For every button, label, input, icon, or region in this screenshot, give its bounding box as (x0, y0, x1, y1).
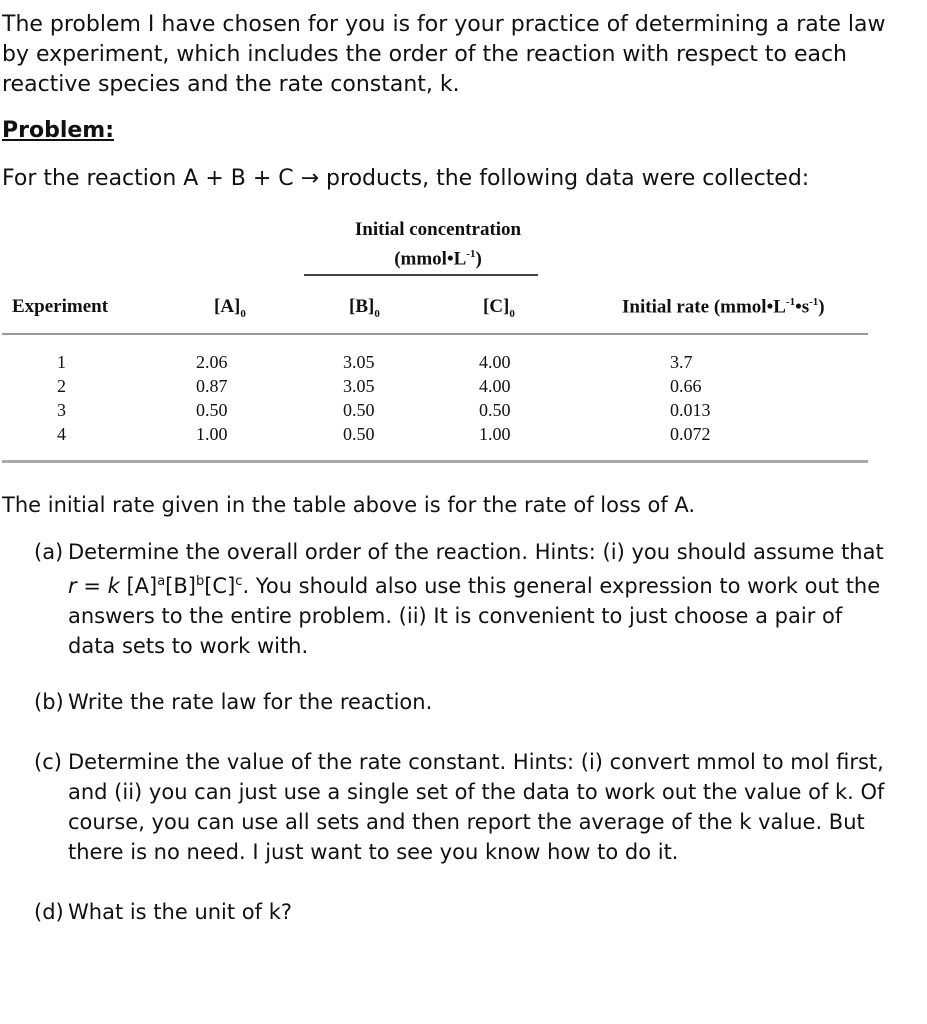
cell-a: 2.06 (196, 352, 228, 372)
question-b-label: (b) (34, 690, 64, 714)
problem-statement: For the reaction A + B + C → products, the following data were collected: (2, 166, 810, 191)
cell-rate: 0.013 (670, 400, 711, 420)
question-d (34, 897, 894, 927)
cell-rate: 0.072 (670, 424, 711, 444)
cell-a: 1.00 (196, 424, 228, 444)
intro-paragraph: The problem I have chosen for you is for your practice of determining a rate law by experiment, which includes the order of the reaction with respect to each reactive species and the rate constant, k. (2, 12, 886, 97)
header-experiment: Experiment (12, 296, 109, 317)
problem-heading: Problem: (2, 118, 115, 143)
cell-b: 0.50 (343, 400, 375, 420)
table-bottom-rule (2, 460, 868, 463)
column-b (343, 350, 375, 446)
header-initial-rate: Initial rate $(mmol•L^{-1}•s^{-1})$ (622, 296, 825, 318)
question-c (34, 747, 894, 867)
question-a-label: (a) (34, 540, 64, 564)
question-a (34, 537, 894, 661)
cell-a: 0.87 (196, 376, 228, 396)
question-b-text: Write the rate law for the reaction. (68, 690, 433, 714)
cell-b: 3.05 (343, 352, 375, 372)
cell-c: 4.00 (479, 376, 511, 396)
question-c-label: (c) (34, 750, 62, 774)
cell-rate: 3.7 (670, 352, 693, 372)
question-d-text: What is the unit of k? (68, 900, 293, 924)
cell-b: 3.05 (343, 376, 375, 396)
group-header-line1: Initial concentration (354, 219, 522, 240)
question-c-text: Determine the value of the rate constant. Hints: (i) convert mmol to mol first, and (ii) you can just use a single set of the data to work out the value of k. Of course, you can use all sets and then report the average of the k value. But there is no need. I just want to see you know how to do it. (68, 750, 885, 864)
cell-c: 1.00 (479, 424, 511, 444)
table-group-header (300, 218, 576, 271)
cell-a: 0.50 (196, 400, 228, 420)
column-a (196, 350, 228, 446)
cell-c: 0.50 (479, 400, 511, 420)
header-b: $[B]_0$ (349, 296, 380, 320)
column-experiment (57, 350, 66, 446)
cell-experiment: 2 (57, 376, 66, 396)
cell-experiment: 1 (57, 352, 66, 372)
cell-c: 4.00 (479, 352, 511, 372)
concentration-rule (304, 274, 538, 276)
header-rule (2, 333, 868, 335)
table-note: The initial rate given in the table above is for the rate of loss of A. (2, 493, 696, 517)
group-header-line2: $(mmol•L^{-1})$ (394, 248, 482, 270)
header-c: $[C]_0$ (483, 296, 515, 320)
cell-rate: 0.66 (670, 376, 702, 396)
column-initial-rate (670, 350, 711, 446)
cell-experiment: 3 (57, 400, 66, 420)
question-d-label: (d) (34, 900, 64, 924)
question-a-text: Determine the overall order of the reaction. Hints: (i) you should assume that r = k $[A]^a[B]^b[C]^c$. You should also use this general expression to work out the answers to the entire problem. (ii) It is convenient to just choose a pair of data sets to work with. (68, 540, 884, 658)
cell-b: 0.50 (343, 424, 375, 444)
cell-experiment: 4 (57, 424, 66, 444)
question-b (34, 687, 894, 717)
header-a: $[A]_0$ (214, 296, 246, 320)
column-c (479, 350, 511, 446)
